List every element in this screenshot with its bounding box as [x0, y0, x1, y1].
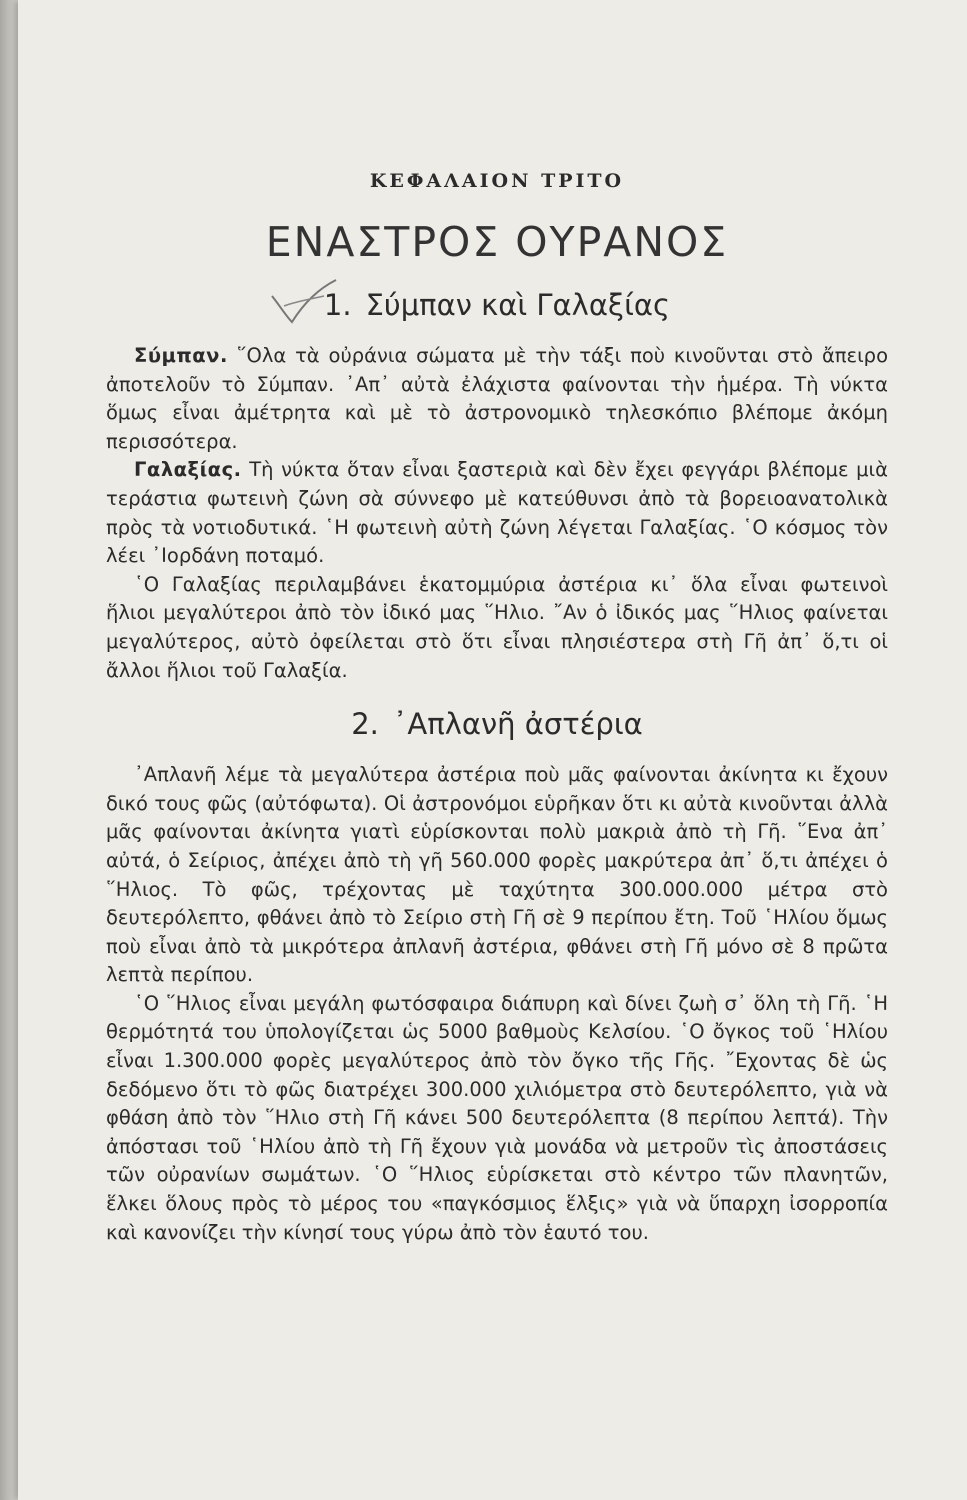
run-in-heading-universe: Σύμπαν. [134, 344, 228, 367]
section-2-title: ᾿Απλανῆ ἀστέρια [392, 707, 643, 742]
section-2-number: 2. [351, 707, 379, 742]
section-1-title: Σύμπαν καὶ Γαλαξίας [365, 288, 671, 322]
page-edge [0, 0, 18, 1500]
paragraph-galaxy-stars: ῾Ο Γαλαξίας περιλαμβάνει ἑκατομμύρια ἀστέρια κι᾿ ὅλα εἶναι φωτεινοὶ ἥλιοι μεγαλύτεροι ἀπὸ τὸν ἰδικό μας ῞Ηλιο. ῎Αν ὁ ἰδικός μας ῞Ηλιος φαίνεται μεγαλύτερος, αὐτὸ ὀφείλεται στὸ ὅτι εἶναι πλησιέστερα στὴ Γῆ ἀπ᾿ ὅ,τι οἱ ἄλλοι ἥλιοι τοῦ Γαλαξία. [106, 572, 888, 682]
paragraph-galaxy [106, 456, 888, 570]
chapter-title: ΕΝΑΣΤΡΟΣ ΟΥΡΑΝΟΣ [265, 218, 729, 266]
paragraph-galaxy-text: Τὴ νύκτα ὅταν εἶναι ξαστεριὰ καὶ δὲν ἔχει φεγγάρι βλέπομε μιὰ τεράστια φωτεινὴ ζώνη σὰ σύννεφο μὲ κατεύθυνσι ἀπὸ τὰ βορειοανατολικὰ πρὸς τὰ νοτιοδυτικά. ῾Η φωτεινὴ αὐτὴ ζώνη λέγεται Γαλαξίας. ῾Ο κόσμος τὸν λέει ᾿Ιορδάνη ποταμό. [106, 458, 889, 568]
page-content [106, 170, 888, 1247]
section-1-heading [106, 288, 888, 322]
pencil-check-mark [266, 276, 346, 326]
paragraph-fixed-stars: ᾿Απλανῆ λέμε τὰ μεγαλύτερα ἀστέρια ποὺ μᾶς φαίνονται ἀκίνητα κι ἔχουν δικό τους φῶς (αὐτόφωτα). Οἱ ἀστρονόμοι εὑρῆκαν ὅτι κι αὐτὰ κινοῦνται ἀλλὰ μᾶς φαίνονται ἀκίνητα γιατὶ εὑρίσκονται πολὺ μακριὰ ἀπὸ τὴ Γῆ. ῞Ενα ἀπ᾿ αὐτά, ὁ Σείριος, ἀπέχει ἀπὸ τὴ γῆ 560.000 φορὲς μακρύτερα ἀπ᾿ ὅ,τι ἀπέχει ὁ ῞Ηλιος. Τὸ φῶς, τρέχοντας μὲ ταχύτητα 300.000.000 μέτρα στὸ δευτερόλεπτο, φθάνει ἀπὸ τὸ Σείριο στὴ Γῆ σὲ 9 περίπου ἔτη. Τοῦ ῾Ηλίου ὅμως ποὺ εἶναι ἀπὸ τὰ μικρότερα ἀπλανῆ ἀστέρια, φθάνει στὴ Γῆ μόνο σὲ 8 πρῶτα λεπτὰ περίπου. [106, 763, 888, 987]
section-1-number: 1. [323, 288, 352, 322]
paragraph-universe-text: ῞Ολα τὰ οὐράνια σώματα μὲ τὴν τάξι ποὺ κινοῦνται στὸ ἄπειρο ἀποτελοῦν τὸ Σύμπαν. ᾿Απ᾿ αὐτὰ ἐλάχιστα φαίνονται τὴν ἡμέρα. Τὴ νύκτα ὅμως εἶναι ἀμέτρητα καὶ μὲ τὸ ἀστρονομικὸ τηλεσκόπιο βλέπομε ἀκόμη περισσότερα. [106, 344, 888, 453]
run-in-heading-galaxy: Γαλαξίας. [134, 458, 242, 482]
chapter-label: ΚΕΦΑΛΑΙΟΝ ΤΡΙΤΟ [369, 170, 625, 192]
document-page [18, 0, 967, 1500]
paragraph-sun: ῾Ο ῞Ηλιος εἶναι μεγάλη φωτόσφαιρα διάπυρη καὶ δίνει ζωὴ σ᾿ ὅλη τὴ Γῆ. ῾Η θερμότητά του ὑπολογίζεται ὡς 5000 βαθμοὺς Κελσίου. ῾Ο ὄγκος τοῦ ῾Ηλίου εἶναι 1.300.000 φορὲς μεγαλύτερος ἀπὸ τὸν ὄγκο τῆς Γῆς. ῎Εχοντας δὲ ὡς δεδόμενο ὅτι τὸ φῶς διατρέχει 300.000 χιλιόμετρα στὸ δευτερόλεπτο, γιὰ νὰ φθάση ἀπὸ τὸν ῞Ηλιο στὴ Γῆ κάνει 500 δευτερόλεπτα (8 περίπου λεπτά). Τὴν ἀπόστασι τοῦ ῾Ηλίου ἀπὸ τὴ Γῆ ἔχουν γιὰ μονάδα νὰ μετροῦν τὶς ἀποστάσεις τῶν οὐρανίων σωμάτων. ῾Ο ῞Ηλιος εὑρίσκεται στὸ κέντρο τῶν πλανητῶν, ἕλκει ὅλους πρὸς τὸ μέρος του «παγκόσμιος ἕλξις» γιὰ νὰ ὕπαρχη ἰσορροπία καὶ κανονίζει τὴν κίνησί τους γύρω ἀπὸ τὸν ἑαυτό του. [106, 991, 888, 1244]
paragraph-universe [106, 342, 888, 456]
section-2-heading [106, 707, 888, 741]
